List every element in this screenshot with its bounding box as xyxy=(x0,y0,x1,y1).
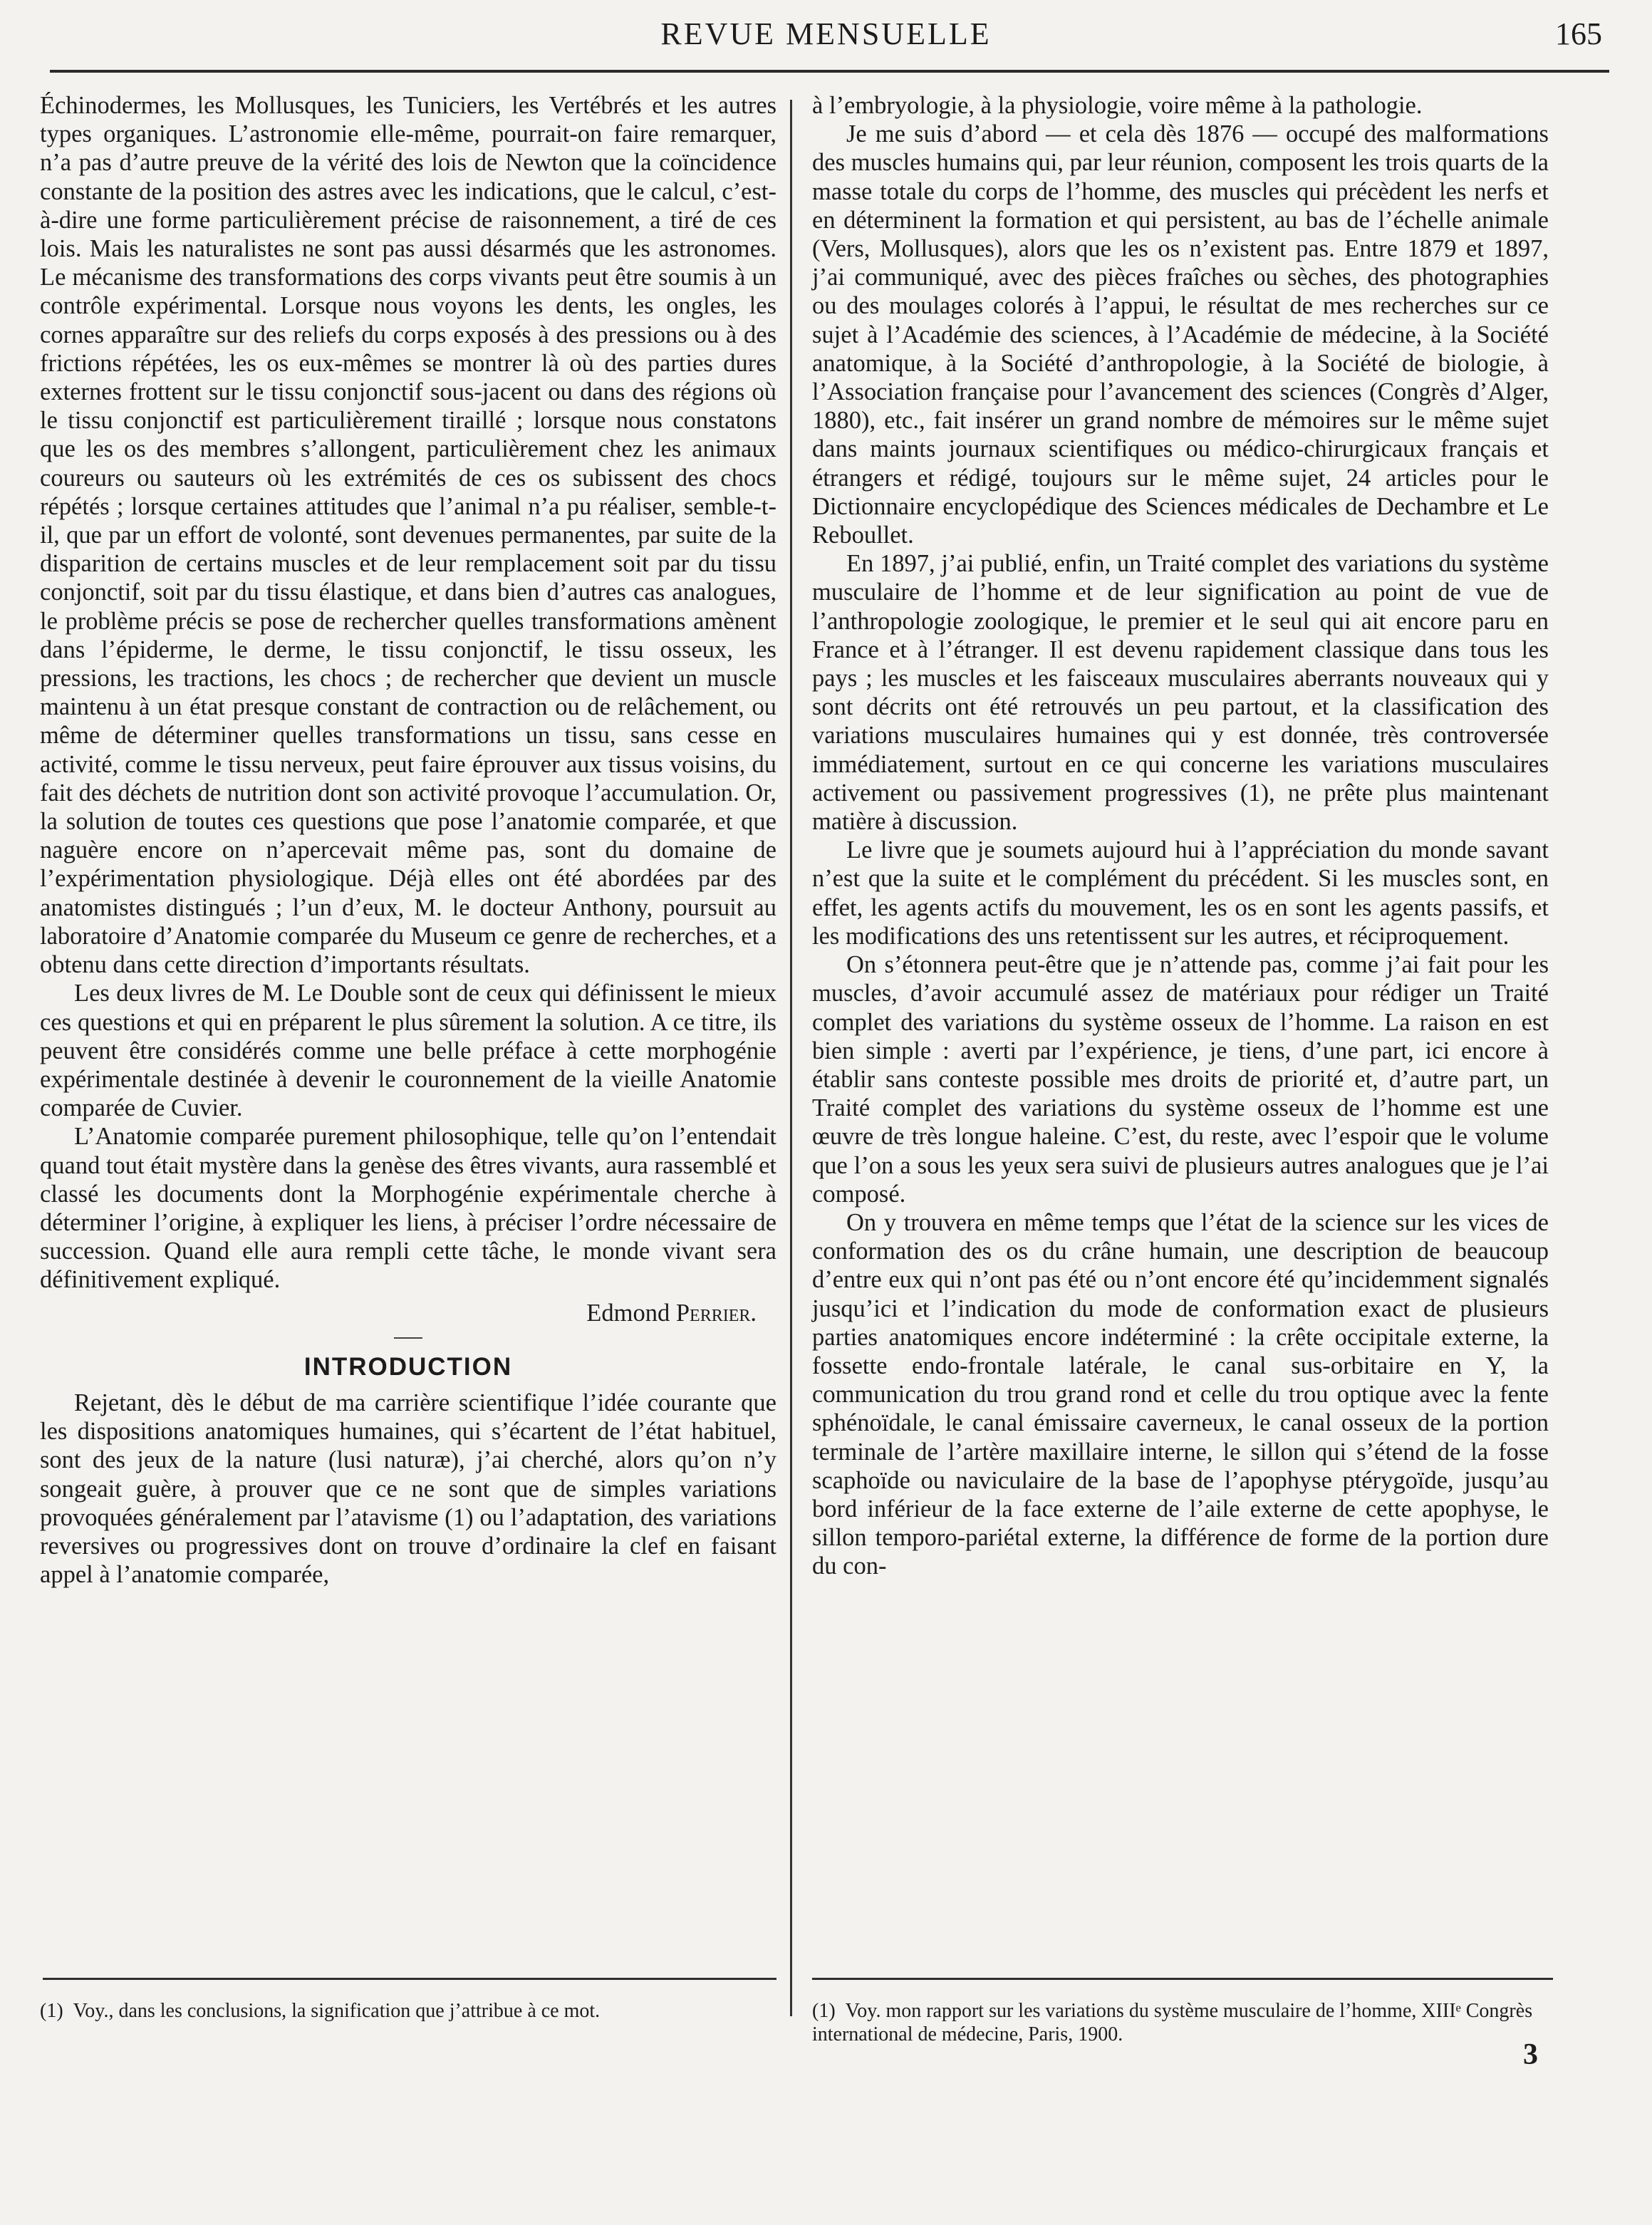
footnote-rule xyxy=(812,1978,1553,1980)
signature-mark: 3 xyxy=(1523,2038,1538,2071)
body-paragraph: Les deux livres de M. Le Double sont de ceux qui définissent le mieux ces questions et qui en préparent le plus sûrement la solution. A ce titre, ils peuvent être considérés comme une belle préface à cette morphogénie expérimentale destinée à devenir le couronnement de la vieille Anatomie comparée de Cuvier. xyxy=(40,980,776,1122)
body-paragraph: En 1897, j’ai publié, enfin, un Traité complet des variations du système musculaire de l’homme et de leur signification au point de vue de l’anthropologie zoologique, le premier et le seul qui ait encore paru en France et à l’étranger. Il est devenu rapidement classique dans tous les pays ; les muscles et les faisceaux musculaires aberrants nouveaux qui y sont décrits ont été retrouvés un peu partout, et la classification des variations musculaires humaines qui y est donnée, très controversée immédiatement, surtout en ce qui concerne les variations musculaires activement ou passivement progressives (1), ne prête plus maintenant matière à discussion. xyxy=(812,550,1549,836)
footnote xyxy=(40,1999,776,2023)
body-paragraph: Échinodermes, les Mollusques, les Tuniciers, les Vertébrés et les autres types organiques. L’astronomie elle-même, pourrait-on faire remarquer, n’a pas d’autre preuve de la vérité des lois de Newton que la coïncidence constante de la position des astres avec les indications, que le calcul, c’est-à-dire une forme particulièrement précise de raisonnement, a tiré de ces lois. Mais les naturalistes ne sont pas aussi désarmés que les astronomes. Le mécanisme des transformations des corps vivants peut être soumis à un contrôle expérimental. Lorsque nous voyons les dents, les ongles, les cornes apparaître sur des reliefs du corps exposés à des pressions ou à des frictions répétées, les os eux-mêmes se montrer là où des parties dures externes frottent sur le tissu conjonctif sous-jacent ou dans des régions où le tissu conjonctif est particulièrement tiraillé ; lorsque nous constatons que les os des membres s’allongent, particulièrement chez les animaux coureurs ou sauteurs où les extrémités de ces os subissent des chocs répétés ; lorsque certaines attitudes que l’animal n’a pu réaliser, semble-t-il, que par un effort de volonté, sont devenues permanentes, par suite de la disparition de certains muscles et de leur remplacement soit par du tissu conjonctif, soit par du tissu élastique, et dans bien d’autres cas analogues, le problème précis se pose de rechercher quelles transformations amènent dans l’épiderme, le derme, le tissu conjonctif, le tissu osseux, les pressions, les tractions, les chocs ; de rechercher que devient un muscle maintenu à un état presque constant de contraction ou de relâchement, ou même de déterminer quelles transformations un tissu, sans cesse en activité, comme le tissu nerveux, peut faire éprouver aux tissus voisins, du fait des déchets de nutrition dont son activité provoque l’accumulation. Or, la solution de toutes ces questions que pose l’anatomie comparée, et que naguère encore on n’apercevait même pas, sont du domaine de l’expérimentation physiologique. Déjà elles ont été abordées par des anatomistes distingués ; l’un d’eux, M. le docteur Anthony, poursuit au laboratoire d’Anatomie comparée du Museum ce genre de recherches, et a obtenu dans cette direction d’importants résultats. xyxy=(40,92,776,979)
body-paragraph: à l’embryologie, à la physiologie, voire même à la pathologie. xyxy=(812,92,1423,119)
signature-name: Edmond xyxy=(586,1299,670,1327)
footnote-text: Voy., dans les conclusions, la signification que j’attribue à ce mot. xyxy=(73,2000,601,2022)
signature-surname: Perrier. xyxy=(675,1299,757,1327)
footnote xyxy=(812,1999,1553,2046)
body-paragraph: Je me suis d’abord — et cela dès 1876 — occupé des malformations des muscles humains qui, par leur réunion, composent les trois quarts de la masse totale du corps de l’homme, des muscles qui précèdent les nerfs et en déterminent la formation et qui persistent, au bas de l’échelle animale (Vers, Mollusques), alors que les os n’existent pas. Entre 1879 et 1897, j’ai communiqué, avec des pièces fraîches ou sèches, des photographies ou des moulages colorés à l’appui, le résultat de mes recherches sur ce sujet à l’Académie des sciences, à l’Académie de médecine, à la Société anatomique, à la Société d’anthropologie, à la Société de biologie, à l’Association française pour l’avancement des sciences (Congrès d’Alger, 1880), etc., fait insérer un grand nombre de mémoires sur le même sujet dans maints journaux scientifiques ou médico-chirurgicaux français et étrangers et rédigé, toujours sur le même sujet, 24 articles pour le Dictionnaire encyclopédique des Sciences médicales de Dechambre et Le Reboullet. xyxy=(812,120,1549,549)
right-column xyxy=(812,91,1549,1581)
column-divider xyxy=(790,100,792,2016)
body-paragraph: L’Anatomie comparée purement philosophique, telle qu’on l’entendait quand tout était mystère dans la genèse des êtres vivants, aura rassemblé et classé les documents dont la Morphogénie expérimentale cherche à déterminer l’origine, à expliquer les liens, à préciser l’ordre nécessaire de succession. Quand elle aura rempli cette tâche, le monde vivant sera définitivement expliqué. xyxy=(40,1123,776,1294)
left-column xyxy=(40,91,776,1589)
author-signature xyxy=(40,1299,757,1327)
body-paragraph: On s’étonnera peut-être que je n’attende pas, comme j’ai fait pour les muscles, d’avoir accumulé assez de matériaux pour rédiger un Traité complet des variations du système osseux de l’homme. La raison en est bien simple : averti par l’expérience, je tiens, d’une part, ici encore à établir sans conteste possible mes droits de priorité et, d’autre part, un Traité complet des variations du système osseux de l’homme est une œuvre de très longue haleine. C’est, du reste, avec l’espoir que le volume que l’on a sous les yeux sera suivi de plusieurs autres analogues que je l’ai composé. xyxy=(812,951,1549,1208)
section-heading: INTRODUCTION xyxy=(303,1352,513,1381)
section-divider xyxy=(394,1337,422,1339)
body-paragraph: Le livre que je soumets aujourd hui à l’appréciation du monde savant n’est que la suite et le complément du précédent. Si les muscles sont, en effet, les agents actifs du mouvement, les os en sont les agents passifs, et les modifications des uns retentissent sur les autres, et réciproquement. xyxy=(812,836,1549,950)
footnote-rule xyxy=(43,1978,776,1980)
header-rule xyxy=(50,70,1609,73)
footnote-mark: (1) xyxy=(40,2000,63,2022)
body-paragraph: On y trouvera en même temps que l’état de la science sur les vices de conformation des os du crâne humain, une description de beaucoup d’entre eux qui n’ont pas été ou n’ont encore été qu’incidemment signalés jusqu’ici et l’indication du mode de conformation exact de plusieurs parties anatomiques encore indéterminé : la crête occipitale externe, la fossette endo-frontale latérale, le canal sus-orbitaire en Y, la communication du trou grand rond et celle du trou optique avec la fente sphénoïdale, le canal émissaire caverneux, le canal osseux de la portion terminale de l’artère maxillaire interne, le sillon qui s’étend de la fosse scaphoïde ou naviculaire de la base de l’apophyse ptérygoïde, jusqu’au bord inférieur de la face externe de l’aile externe de cette apophyse, le sillon temporo-pariétal externe, la différence de forme de la portion dure du con- xyxy=(812,1208,1549,1580)
footnote-text: Voy. mon rapport sur les variations du système musculaire de l’homme, XIIIᵉ Congrès international de médecine, Paris, 1900. xyxy=(812,2000,1533,2045)
footnote-mark: (1) xyxy=(812,2000,836,2022)
page-header xyxy=(43,16,1609,51)
body-paragraph: Rejetant, dès le début de ma carrière scientifique l’idée courante que les dispositions anatomiques humaines, qui s’écartent de l’état habituel, sont des jeux de la nature (lusi naturæ), j’ai cherché, alors qu’on n’y songeait guère, à prouver que ce ne sont que de simples variations provoquées généralement par l’atavisme (1) ou l’adaptation, des variations reversives ou progressives dont on trouve d’ordinaire la clef en faisant appel à l’anatomie comparée, xyxy=(40,1389,776,1589)
page-number: 165 xyxy=(1555,16,1602,51)
running-title: REVUE MENSUELLE xyxy=(660,16,992,51)
